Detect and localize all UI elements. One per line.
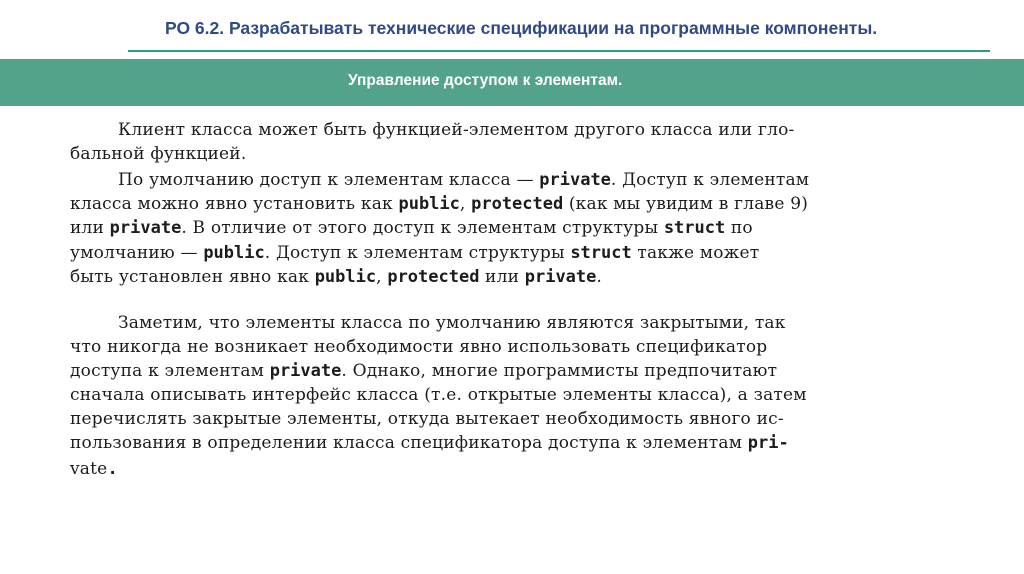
text-fragment: по	[725, 218, 753, 238]
text-fragment: быть установлен явно как	[70, 267, 315, 287]
text-fragment: что никогда не возникает необходимости явно использовать спецификатор	[70, 337, 768, 357]
text-line	[118, 122, 794, 139]
code-keyword: private	[524, 267, 597, 287]
text-fragment: (как мы увидим в главе 9)	[563, 194, 809, 214]
code-keyword: public	[203, 243, 265, 263]
code-keyword: private	[109, 218, 182, 238]
text-fragment: . Однако, многие программисты предпочитают	[341, 361, 778, 381]
text-line	[70, 387, 807, 404]
text-line	[70, 411, 784, 428]
text-line	[70, 220, 753, 237]
text-line	[70, 363, 777, 380]
text-fragment: или	[479, 267, 525, 287]
code-keyword: private	[269, 361, 342, 381]
code-keyword: public	[398, 194, 460, 214]
text-line	[70, 461, 118, 478]
title-underline	[128, 50, 990, 52]
section-title: Управление доступом к элементам.	[348, 72, 623, 89]
text-fragment: бальной функцией.	[70, 144, 247, 164]
slide-title: РО 6.2. Разрабатывать технические спецификации на программные компоненты.	[165, 18, 878, 38]
code-keyword: struct	[570, 243, 632, 263]
code-keyword: protected	[471, 194, 564, 214]
text-fragment: умолчанию —	[70, 243, 204, 263]
text-fragment: пользования в определении класса спецификатора доступа к элементам	[70, 433, 748, 453]
code-keyword: protected	[387, 267, 480, 287]
text-line	[70, 196, 808, 213]
text-fragment: Клиент класса может быть функцией-элементом другого класса или гло-	[118, 120, 795, 140]
text-fragment: или	[70, 218, 110, 238]
text-fragment: ,	[459, 194, 472, 214]
text-line	[118, 315, 786, 332]
text-fragment: доступа к элементам	[70, 361, 270, 381]
text-line	[118, 172, 809, 189]
text-line	[70, 339, 767, 356]
text-fragment: . Доступ к элементам	[610, 170, 810, 190]
text-fragment: . Доступ к элементам структуры	[264, 243, 571, 263]
text-line	[70, 435, 789, 452]
text-fragment: также может	[631, 243, 760, 263]
text-line	[70, 269, 602, 286]
code-keyword: public	[314, 267, 377, 287]
code-keyword: private	[539, 170, 611, 190]
text-fragment: сначала описывать интерфейс класса (т.е. открытые элементы класса), а затем	[70, 385, 807, 405]
text-fragment: перечислять закрытые элементы, откуда вытекает необходимость явного ис-	[70, 409, 784, 429]
text-line	[70, 245, 759, 262]
text-fragment: Заметим, что элементы класса по умолчанию являются закрытыми, так	[118, 313, 786, 333]
code-keyword: pri-	[747, 433, 789, 453]
text-fragment: .	[596, 267, 602, 287]
text-fragment: . В отличие от этого доступ к элементам структуры	[181, 218, 664, 238]
code-keyword: .	[107, 459, 118, 479]
text-fragment: vate	[70, 459, 108, 479]
text-fragment: По умолчанию доступ к элементам класса —	[118, 170, 540, 190]
text-fragment: ,	[376, 267, 388, 287]
code-keyword: struct	[663, 218, 726, 238]
text-line	[70, 146, 246, 163]
text-fragment: класса можно явно установить как	[70, 194, 399, 214]
